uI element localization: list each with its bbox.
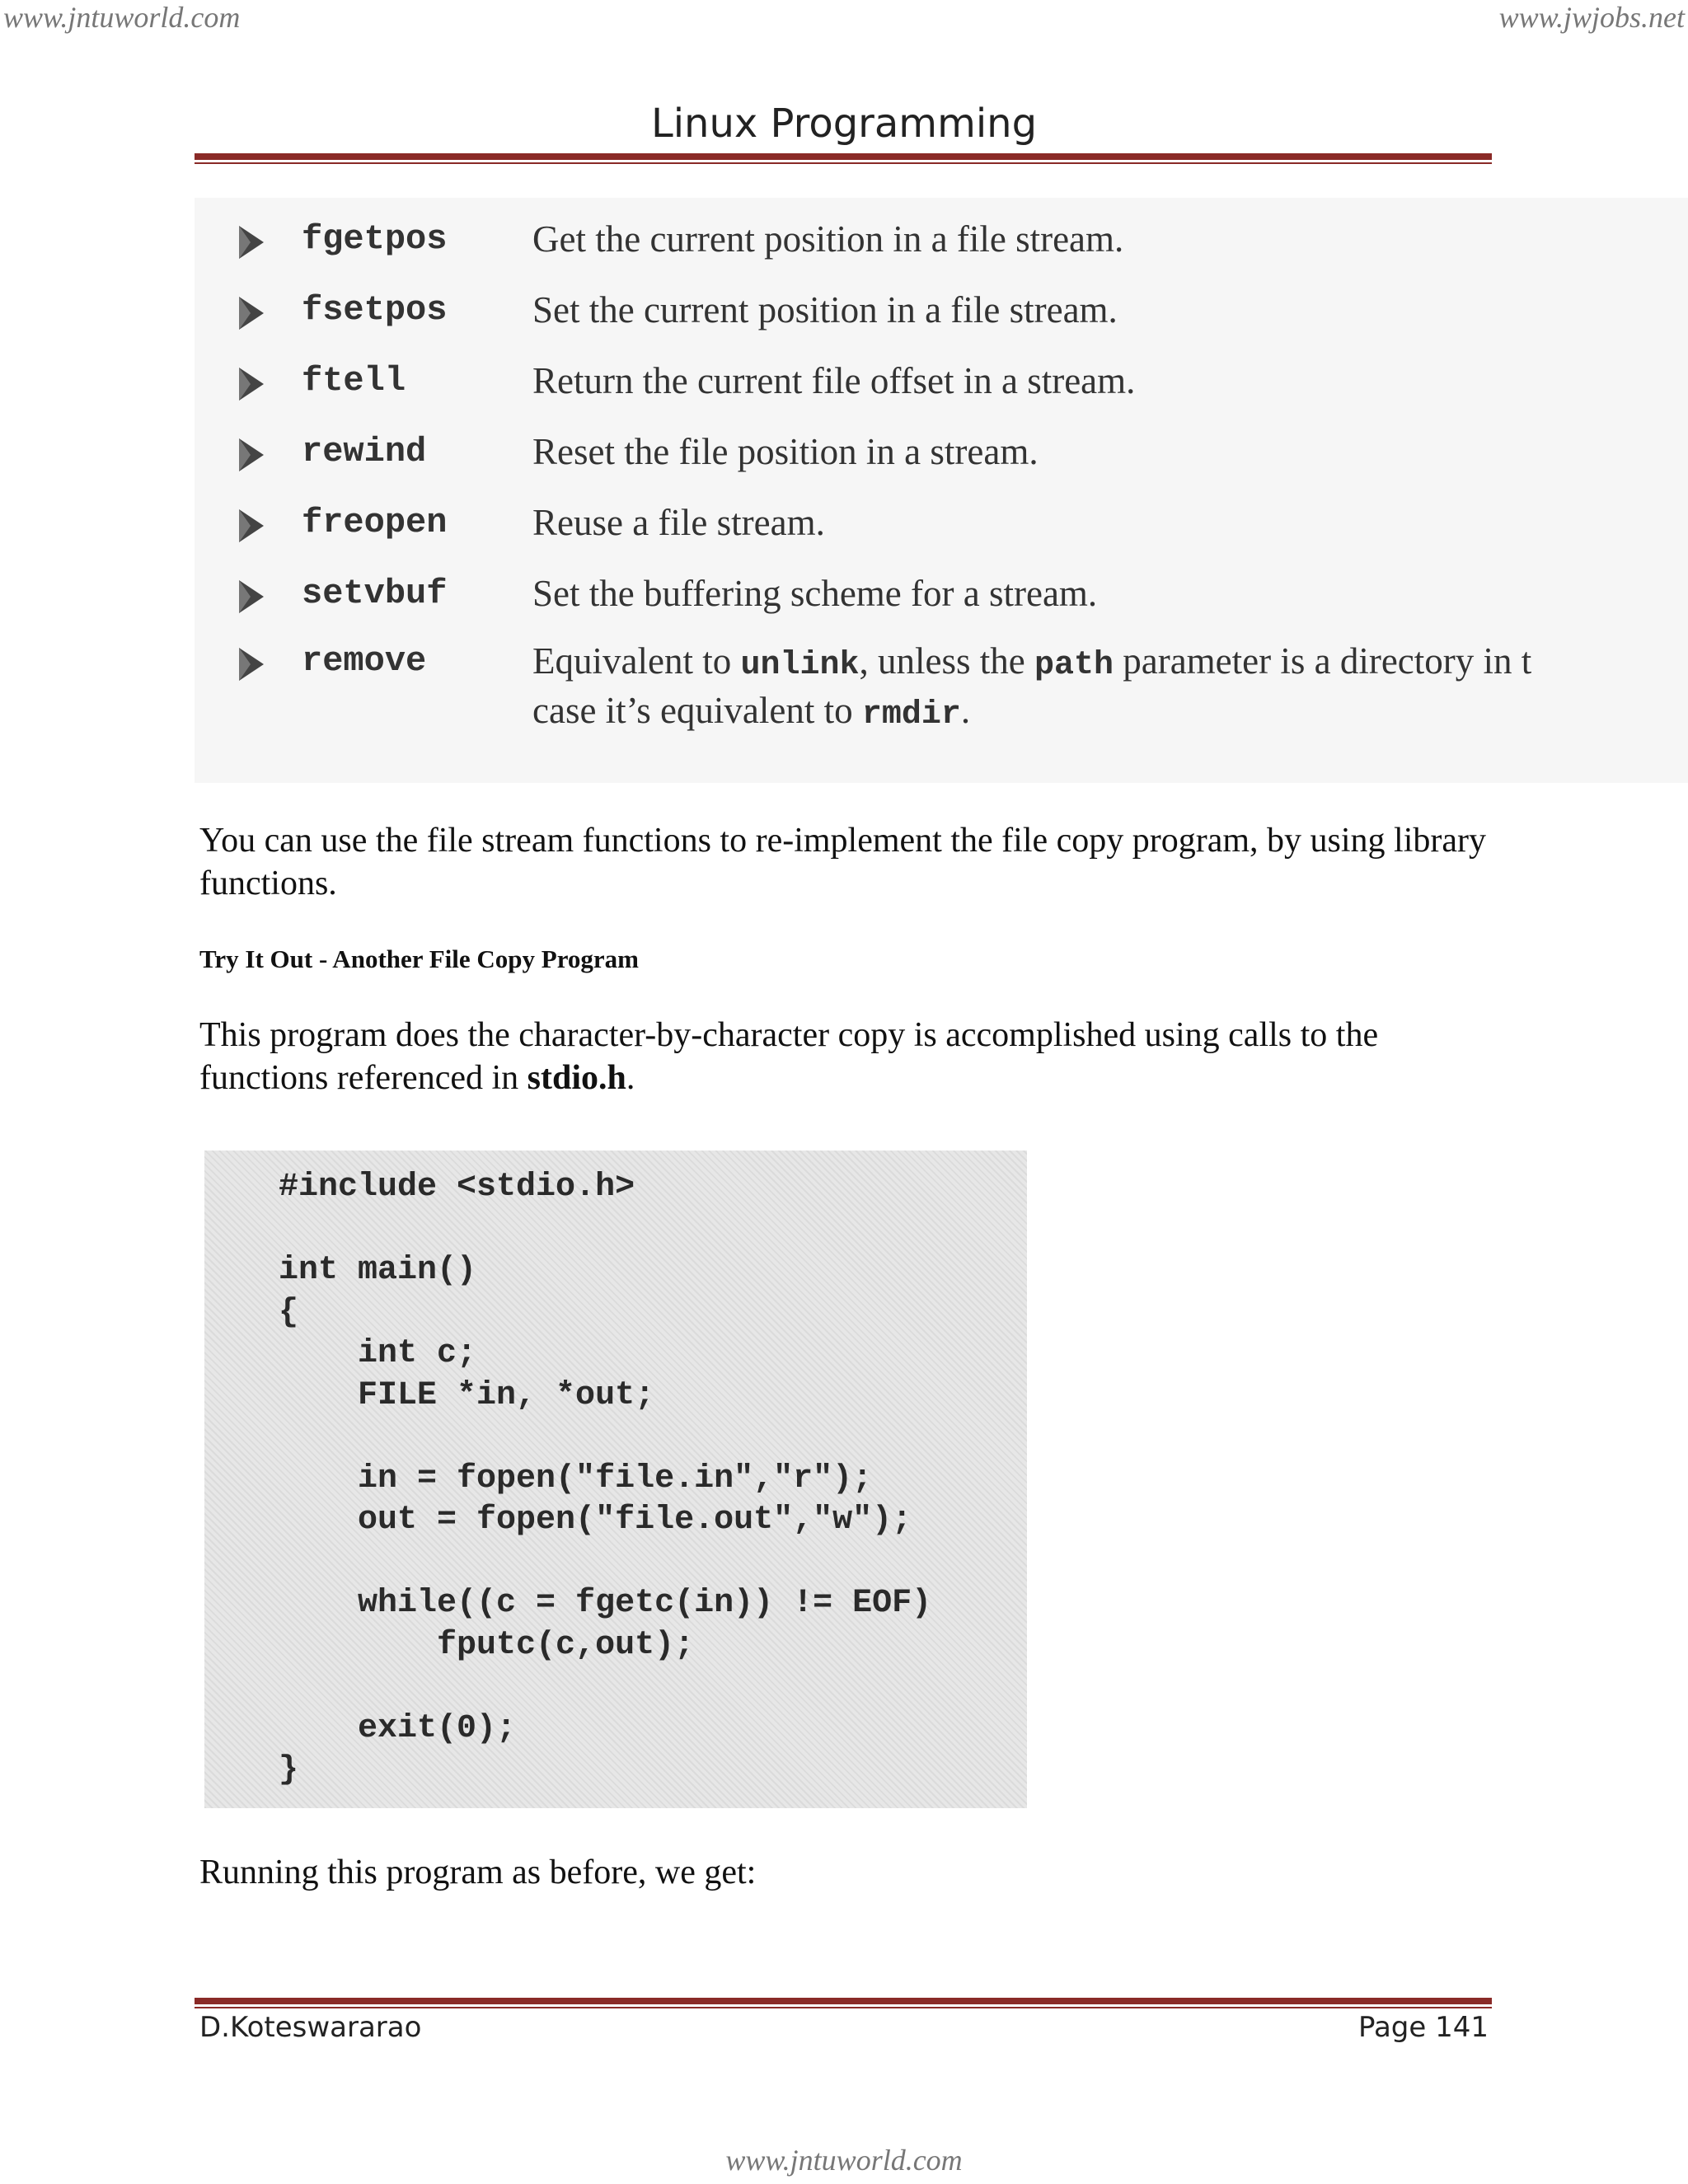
function-name: fgetpos [302,219,448,259]
body-paragraph: You can use the file stream functions to re-implement the file copy program, by using library functions. [199,822,1487,902]
footer-author: D.Koteswararao [199,2011,422,2044]
watermark-top-left: www.jntuworld.com [3,1,241,34]
function-row [195,356,1688,405]
page-title: Linux Programming [650,101,1038,147]
function-name: freopen [302,503,448,542]
watermark-bottom: www.jntuworld.com [725,2144,963,2177]
arrow-bullet-icon [234,579,267,615]
function-name: rewind [302,432,427,471]
function-row [195,427,1688,476]
function-name: setvbuf [302,574,448,613]
page-number: Page 141 [1357,2011,1489,2044]
function-name: fsetpos [302,290,448,330]
arrow-bullet-icon [234,295,267,331]
function-list-scan [195,198,1688,783]
function-description: Reset the file position in a stream. [532,431,1039,472]
footer-rule [195,1998,1492,2008]
function-description: Equivalent to unlink, unless the path parameter is a directory in t [532,640,1532,684]
section-heading: Try It Out - Another File Copy Program [199,944,639,973]
function-row [195,498,1688,547]
header-file-name: stdio.h [527,1059,626,1097]
function-name: remove [302,641,427,681]
arrow-bullet-icon [234,366,267,402]
function-description: Get the current position in a file stream. [532,218,1124,260]
function-description: Reuse a file stream. [532,502,825,543]
function-name: ftell [302,361,406,401]
function-description-continued: case it’s equivalent to rmdir. [532,690,971,733]
arrow-bullet-icon [234,646,267,682]
function-row [195,636,1688,743]
function-description: Set the current position in a file stream. [532,289,1118,330]
function-description: Set the buffering scheme for a stream. [532,573,1098,614]
function-row [195,214,1688,264]
body-paragraph: Running this program as before, we get: [199,1854,757,1891]
watermark-top-right: www.jwjobs.net [1498,1,1685,34]
arrow-bullet-icon [234,508,267,544]
code-listing: #include <stdio.h> int main() { int c; FILE *in, *out; in = fopen("file.in","r"); out = fopen("file.out","w"); while((c = fgetc(in)) != EOF) fputc(c,out); exit(0); } [279,1169,932,1788]
header-rule [195,153,1492,164]
function-row [195,569,1688,618]
arrow-bullet-icon [234,437,267,473]
function-description: Return the current file offset in a stream. [532,360,1136,401]
code-block [204,1151,1027,1808]
body-paragraph: This program does the character-by-character copy is accomplished using calls to the functions referenced in stdio.h. [199,1016,1379,1097]
function-row [195,285,1688,335]
arrow-bullet-icon [234,224,267,260]
